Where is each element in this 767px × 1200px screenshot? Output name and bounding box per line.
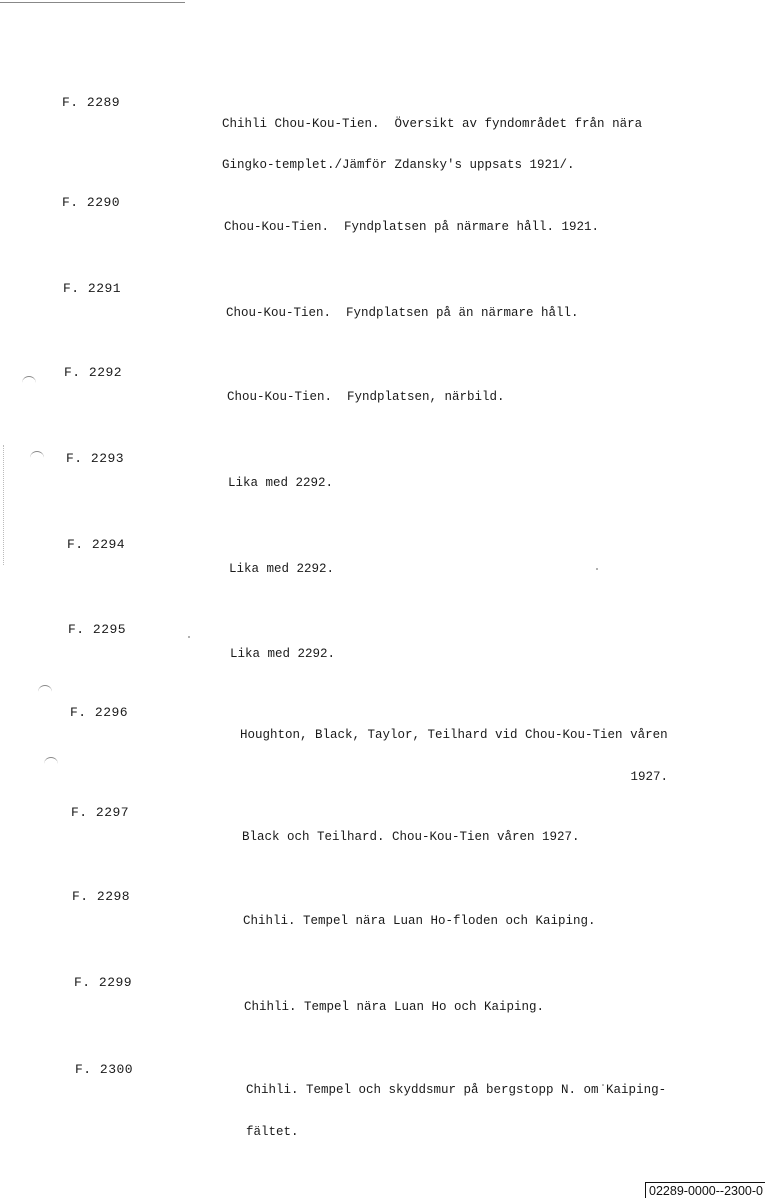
entry-description-line: Chihli. Tempel nära Luan Ho-floden och Kaiping. bbox=[243, 914, 596, 928]
entry-description-line: Chou-Kou-Tien. Fyndplatsen på än närmare håll. bbox=[226, 306, 579, 320]
entry-description-line: Lika med 2292. bbox=[230, 647, 336, 661]
entry-description bbox=[228, 448, 333, 518]
entry-description-line: Chihli. Tempel nära Luan Ho och Kaiping. bbox=[244, 1000, 545, 1014]
entry-number: F. 2290 bbox=[62, 195, 121, 210]
entry-description-line: Black och Teilhard. Chou-Kou-Tien våren 1927. bbox=[242, 830, 580, 844]
catalog-entry bbox=[0, 970, 767, 1014]
entry-description bbox=[227, 362, 505, 432]
entry-number: F. 2291 bbox=[63, 281, 122, 296]
catalog-entry bbox=[0, 617, 767, 661]
catalog-entry bbox=[0, 884, 767, 928]
entry-number: F. 2289 bbox=[62, 95, 121, 110]
entry-description-line: Chihli. Tempel och skyddsmur på bergstopp N. om Kaiping- bbox=[246, 1083, 667, 1097]
catalog-entry bbox=[0, 1055, 767, 1139]
entry-number: F. 2299 bbox=[74, 975, 133, 990]
entry-description bbox=[243, 886, 596, 956]
entry-description-line: Lika med 2292. bbox=[229, 562, 335, 576]
entry-description bbox=[246, 1055, 666, 1167]
entry-description-line: Chou-Kou-Tien. Fyndplatsen på närmare håll. 1921. bbox=[224, 220, 600, 234]
entry-description-line: Houghton, Black, Taylor, Teilhard vid Chou-Kou-Tien våren bbox=[240, 728, 668, 742]
entry-number: F. 2292 bbox=[64, 365, 123, 380]
catalog-entry bbox=[0, 360, 767, 404]
entry-description-line: 1927. bbox=[630, 770, 668, 784]
entry-number: F. 2296 bbox=[70, 705, 129, 720]
entry-description bbox=[226, 278, 579, 348]
catalog-entry bbox=[0, 276, 767, 320]
entry-number: F. 2300 bbox=[75, 1062, 134, 1077]
catalog-reference-label: 02289-0000--2300-0 bbox=[645, 1182, 765, 1198]
entry-description bbox=[242, 802, 580, 872]
margin-scan-mark bbox=[44, 757, 58, 764]
entry-description bbox=[244, 972, 544, 1042]
entry-description-line: Chou-Kou-Tien. Fyndplatsen, närbild. bbox=[227, 390, 505, 404]
entry-description bbox=[230, 619, 335, 689]
catalog-entry bbox=[0, 800, 767, 844]
entry-number: F. 2294 bbox=[67, 537, 126, 552]
catalog-entry bbox=[0, 190, 767, 234]
top-edge-rule bbox=[0, 2, 185, 3]
entry-description bbox=[229, 534, 334, 604]
entry-number: F. 2298 bbox=[72, 889, 131, 904]
catalog-entry bbox=[0, 698, 767, 784]
entry-number: F. 2297 bbox=[71, 805, 130, 820]
entry-description-line: Lika med 2292. bbox=[228, 476, 334, 490]
margin-scan-mark bbox=[38, 685, 52, 692]
catalog-entry bbox=[0, 532, 767, 576]
catalog-entry bbox=[0, 446, 767, 490]
entry-description-line: Chihli Chou-Kou-Tien. Översikt av fyndområdet från nära bbox=[222, 117, 643, 131]
entry-description-line: Gingko-templet./Jämför Zdansky's uppsats 1921/. bbox=[222, 158, 575, 172]
catalog-entry bbox=[0, 88, 767, 172]
entry-number: F. 2293 bbox=[66, 451, 125, 466]
entry-description bbox=[222, 88, 642, 200]
entry-number: F. 2295 bbox=[68, 622, 127, 637]
entry-description bbox=[224, 192, 599, 262]
entry-description-line: fältet. bbox=[246, 1125, 299, 1139]
entry-description bbox=[240, 700, 730, 812]
